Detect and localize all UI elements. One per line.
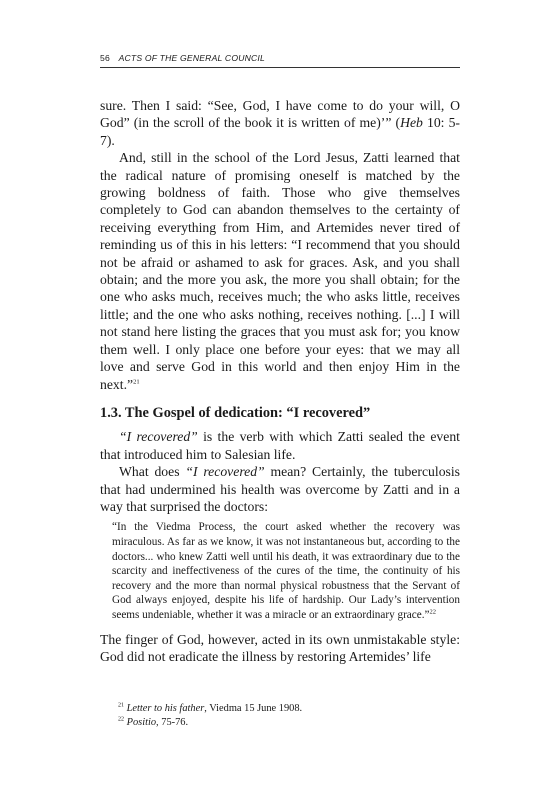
header-rule: [100, 67, 460, 68]
page-number: 56: [100, 53, 110, 63]
footnote-ref: 21: [133, 377, 140, 385]
paragraph: And, still in the school of the Lord Jesus, Zatti learned that the radical nature of promising oneself is matched by the growing boldness of faith. Those who give themselves completely to God can abandon themselves to the certainty of receiving everything from Him, and Artemides never tired of reminding us of this in his letters: “I recommend that you should not be afraid or ashamed to ask for graces. Ask, and you shall obtain; and the more you ask, the more you shall obtain; for the one who asks much, receives much; the who asks little, receives little; and the one who asks nothing, receives nothing. [...] I will not stand here listing the graces that you must ask for; you know them well. I only place one before your eyes: that we may all love and serve God in this world and then enjoy Him in the next.”$^{21}$: [100, 150, 460, 392]
running-title: ACTS OF THE GENERAL COUNCIL: [118, 53, 265, 63]
page-body: [100, 97, 460, 665]
scripture-reference: Heb: [400, 115, 423, 131]
footnotes: [118, 702, 458, 730]
paragraph: What does “I recovered” mean? Certainly, the tuberculosis that had undermined his health was overcome by Zatti and in a way that surprised the doctors:: [100, 464, 461, 514]
paragraph-continuation: sure. Then I said: “See, God, I have come to do your will, O God” (in the scroll of the book it is written of me)’” (Heb 10: 5-7).: [100, 98, 460, 148]
paragraph: The finger of God, however, acted in its own unmistakable style: God did not eradicate the illness by restoring Artemides’ life: [100, 631, 460, 664]
paragraph: “I recovered” is the verb with which Zatti sealed the event that introduced him to Salesian life.: [100, 429, 460, 462]
footnote-ref: 22: [429, 608, 436, 616]
footnote: $^{21}$ Letter to his father, Viedma 15 June 1908.: [118, 702, 303, 714]
section-heading: 1.3. The Gospel of dedication: “I recovered”: [100, 404, 371, 421]
block-quote: “In the Viedma Process, the court asked whether the recovery was miraculous. As far as we know, it was not instantaneous but, according to the doctors... who knew Zatti well until his death, it was extraordinary due to the scarcity and ineffectiveness of the cures of the time, the continuity of his recovery and the more than normal physical robustness that the Servant of God always enjoyed, despite his life of hardship. Our Lady’s intervention seems undeniable, whether it was a miracle or an extraordinary grace.”$^{22}$: [112, 521, 460, 621]
footnote: $^{22}$ Positio, 75-76.: [118, 716, 189, 728]
running-header: [100, 53, 460, 63]
